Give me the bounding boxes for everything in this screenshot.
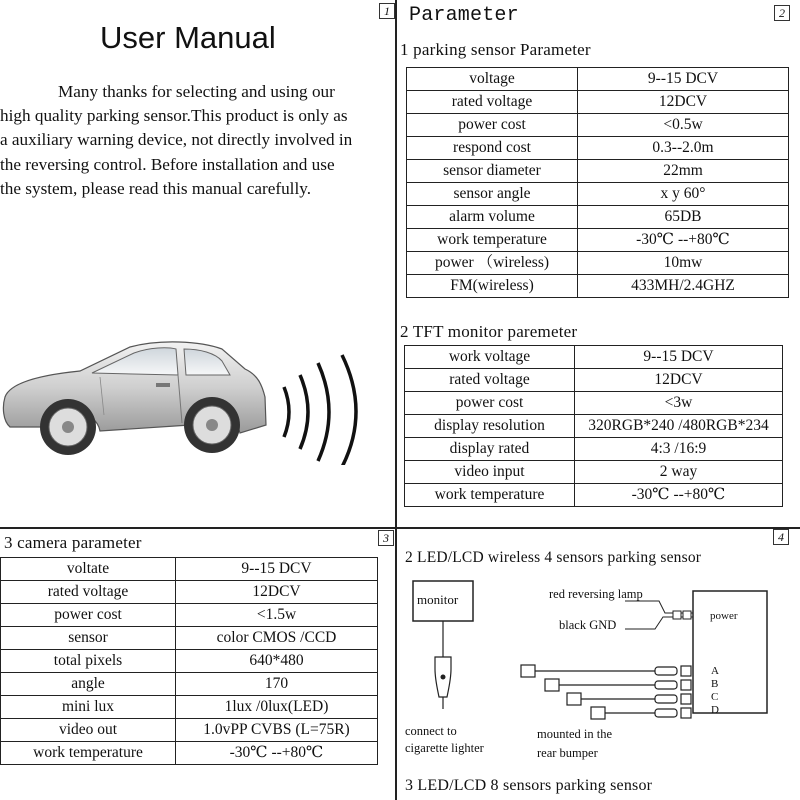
table-row xyxy=(1,627,378,650)
black-wire-label: black GND xyxy=(559,618,617,632)
param-value: 640*480 xyxy=(176,650,378,673)
connect-label-1: connect to xyxy=(405,724,457,738)
panel-user-manual xyxy=(0,0,395,527)
panel-camera xyxy=(0,529,395,800)
table-row xyxy=(407,137,789,160)
param-name: mini lux xyxy=(1,696,176,719)
parameter-title: Parameter xyxy=(409,4,519,27)
param-name: work voltage xyxy=(405,346,575,369)
parking-sensor-table xyxy=(406,67,789,298)
port-b-label: B xyxy=(711,678,719,690)
intro-line: high quality parking sensor.This product is only as xyxy=(0,106,348,126)
table-row xyxy=(405,369,783,392)
param-value: <0.5w xyxy=(578,114,789,137)
connect-label-2: cigarette lighter xyxy=(405,741,484,755)
power-connector-icon xyxy=(673,611,691,619)
param-value: x y 60° xyxy=(578,183,789,206)
wiring-diagram xyxy=(397,529,800,800)
param-name: video input xyxy=(405,461,575,484)
table-row xyxy=(1,719,378,742)
table-row xyxy=(405,346,783,369)
port-d-label: D xyxy=(711,704,719,716)
param-value: -30℃ --+80℃ xyxy=(176,742,378,765)
table-row xyxy=(1,742,378,765)
param-name: rated voltage xyxy=(1,581,176,604)
param-value: 320RGB*240 /480RGB*234 xyxy=(575,415,783,438)
intro-line: the system, please read this manual carefully. xyxy=(0,178,312,198)
param-value: <1.5w xyxy=(176,604,378,627)
param-name: rated voltage xyxy=(407,91,578,114)
param-value: color CMOS /CCD xyxy=(176,627,378,650)
param-value: 22mm xyxy=(578,160,789,183)
param-name: display resolution xyxy=(405,415,575,438)
table-row xyxy=(407,68,789,91)
param-name: voltate xyxy=(1,558,176,581)
section-heading-camera: 3 camera parameter xyxy=(4,533,142,552)
table-row xyxy=(407,275,789,298)
param-value: -30℃ --+80℃ xyxy=(578,229,789,252)
param-value: 65DB xyxy=(578,206,789,229)
cigarette-plug-icon xyxy=(435,657,451,709)
param-value: 433MH/2.4GHZ xyxy=(578,275,789,298)
param-value: -30℃ --+80℃ xyxy=(575,484,783,507)
table-row xyxy=(407,252,789,275)
table-row xyxy=(407,91,789,114)
panel-parameter xyxy=(397,0,800,527)
param-value: 10mw xyxy=(578,252,789,275)
param-name: power cost xyxy=(407,114,578,137)
param-value: <3w xyxy=(575,392,783,415)
monitor-label: monitor xyxy=(417,592,459,607)
table-row xyxy=(1,604,378,627)
param-name: video out xyxy=(1,719,176,742)
param-name: FM(wireless) xyxy=(407,275,578,298)
param-value: 12DCV xyxy=(176,581,378,604)
tft-monitor-table xyxy=(404,345,783,507)
param-name: voltage xyxy=(407,68,578,91)
param-name: total pixels xyxy=(1,650,176,673)
table-row xyxy=(407,229,789,252)
param-name: sensor diameter xyxy=(407,160,578,183)
page-number-4: 4 xyxy=(773,529,789,545)
intro-line: Many thanks for selecting and using our xyxy=(58,82,335,101)
page-number-3: 3 xyxy=(378,530,394,546)
param-value: 4:3 /16:9 xyxy=(575,438,783,461)
footer-heading: 3 LED/LCD 8 sensors parking sensor xyxy=(405,777,653,794)
param-value: 1.0vPP CVBS (L=75R) xyxy=(176,719,378,742)
camera-table xyxy=(0,557,378,765)
table-row xyxy=(407,114,789,137)
param-value: 9--15 DCV xyxy=(575,346,783,369)
param-value: 1lux /0lux(LED) xyxy=(176,696,378,719)
car-illustration xyxy=(0,335,395,465)
section-heading-tft-monitor: 2 TFT monitor paremeter xyxy=(400,322,578,341)
table-row xyxy=(405,461,783,484)
table-row xyxy=(1,650,378,673)
table-row xyxy=(405,392,783,415)
section-heading-wireless: 2 LED/LCD wireless 4 sensors parking sensor xyxy=(405,549,702,566)
param-name: rated voltage xyxy=(405,369,575,392)
mounted-label-2: rear bumper xyxy=(537,746,598,760)
table-row xyxy=(407,183,789,206)
page-number-1: 1 xyxy=(379,3,395,19)
table-row xyxy=(405,484,783,507)
param-name: angle xyxy=(1,673,176,696)
param-value: 0.3--2.0m xyxy=(578,137,789,160)
param-name: power cost xyxy=(405,392,575,415)
intro-text xyxy=(0,80,395,201)
intro-line: a auxiliary warning device, not directly involved in xyxy=(0,130,353,150)
page-number-2: 2 xyxy=(774,5,790,21)
param-name: display rated xyxy=(405,438,575,461)
mounted-label-1: mounted in the xyxy=(537,727,612,741)
param-value: 2 way xyxy=(575,461,783,484)
param-name: work temperature xyxy=(407,229,578,252)
param-value: 12DCV xyxy=(578,91,789,114)
param-name: power （wireless) xyxy=(407,252,578,275)
sensor-waves xyxy=(284,355,356,465)
page-title: User Manual xyxy=(100,20,276,55)
param-value: 9--15 DCV xyxy=(176,558,378,581)
table-row xyxy=(1,673,378,696)
table-row xyxy=(407,206,789,229)
param-name: sensor xyxy=(1,627,176,650)
intro-line: the reversing control. Before installation and use xyxy=(0,154,335,174)
power-label: power xyxy=(710,610,738,622)
param-name: power cost xyxy=(1,604,176,627)
param-name: alarm volume xyxy=(407,206,578,229)
param-name: sensor angle xyxy=(407,183,578,206)
param-name: work temperature xyxy=(1,742,176,765)
param-value: 170 xyxy=(176,673,378,696)
table-row xyxy=(405,438,783,461)
sensor-probes xyxy=(521,665,691,719)
table-row xyxy=(407,160,789,183)
table-row xyxy=(405,415,783,438)
param-value: 9--15 DCV xyxy=(578,68,789,91)
table-row xyxy=(1,558,378,581)
port-c-label: C xyxy=(711,691,719,703)
param-name: respond cost xyxy=(407,137,578,160)
param-name: work temperature xyxy=(405,484,575,507)
port-a-label: A xyxy=(711,665,719,677)
param-value: 12DCV xyxy=(575,369,783,392)
table-row xyxy=(1,696,378,719)
panel-wiring xyxy=(397,529,800,800)
red-wire-label: red reversing lamp xyxy=(549,587,643,601)
section-heading-parking-sensor: 1 parking sensor Parameter xyxy=(400,40,591,59)
table-row xyxy=(1,581,378,604)
